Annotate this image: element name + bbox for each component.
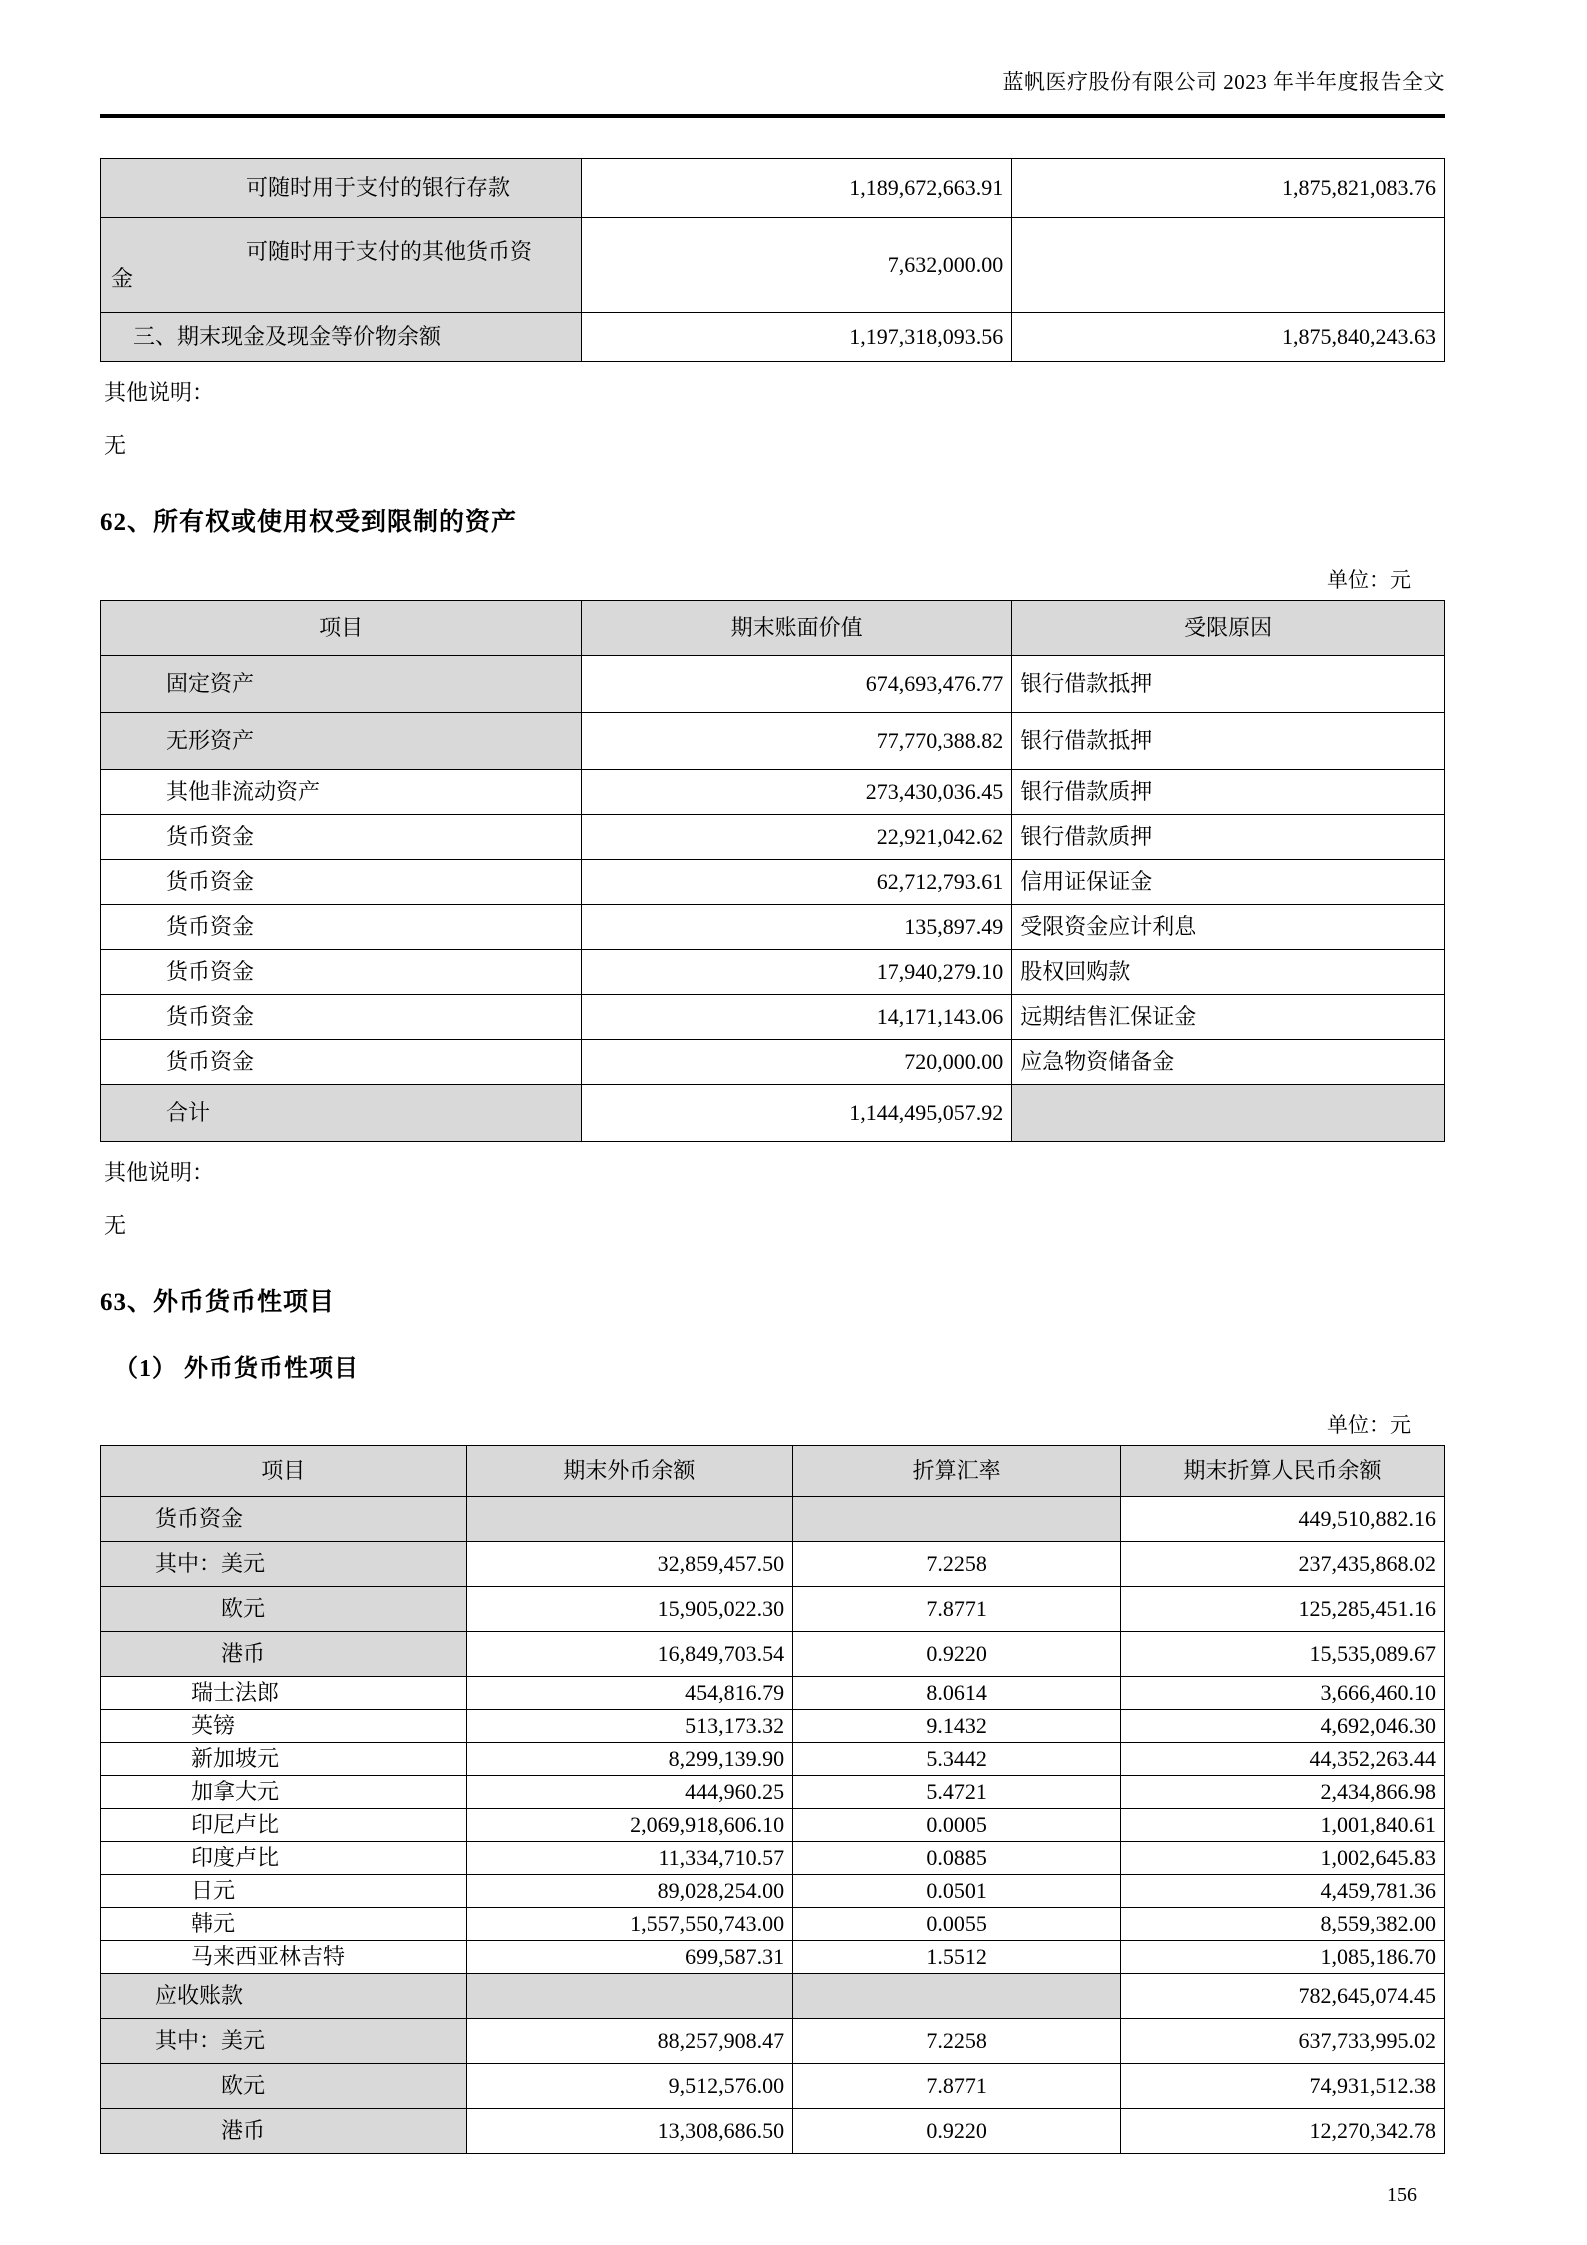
cell-rate: 0.0501 (793, 1875, 1121, 1908)
cell-item: 欧元 (101, 1587, 467, 1632)
table-row (101, 713, 1445, 770)
cell-rate (793, 1974, 1121, 2019)
cell-rate: 7.8771 (793, 1587, 1121, 1632)
table-row (101, 2019, 1445, 2064)
cell-reason: 股权回购款 (1012, 950, 1445, 995)
cell-rate: 9.1432 (793, 1710, 1121, 1743)
column-header-exchange-rate: 折算汇率 (793, 1446, 1121, 1497)
cell-fc: 8,299,139.90 (466, 1743, 793, 1776)
cell-rmb: 782,645,074.45 (1121, 1974, 1445, 2019)
cell-value: 273,430,036.45 (582, 770, 1012, 815)
cell-item: 货币资金 (101, 860, 582, 905)
cell-rmb: 44,352,263.44 (1121, 1743, 1445, 1776)
table-row (101, 905, 1445, 950)
table-row (101, 770, 1445, 815)
cell-item: 英镑 (101, 1710, 467, 1743)
table-row (101, 1875, 1445, 1908)
cell-fc: 13,308,686.50 (466, 2109, 793, 2154)
cell-value: 77,770,388.82 (582, 713, 1012, 770)
cell-rate: 0.0005 (793, 1809, 1121, 1842)
cell-rate: 8.0614 (793, 1677, 1121, 1710)
cell-fc (466, 1497, 793, 1542)
cell-item: 货币资金 (101, 815, 582, 860)
cell-item: 三、期末现金及现金等价物余额 (101, 313, 582, 362)
section-63-subheading: （1） 外币货币性项目 (114, 1356, 359, 1382)
table-row (101, 860, 1445, 905)
cell-item: 港币 (101, 2109, 467, 2154)
table-header-row (101, 1446, 1445, 1497)
cell-rmb: 12,270,342.78 (1121, 2109, 1445, 2154)
cell-rmb: 4,692,046.30 (1121, 1710, 1445, 1743)
cell-fc: 15,905,022.30 (466, 1587, 793, 1632)
table-row (101, 1542, 1445, 1587)
cell-item: 印尼卢比 (101, 1809, 467, 1842)
table-header-row (101, 601, 1445, 656)
section-62-heading: 62、所有权或使用权受到限制的资产 (100, 509, 518, 536)
cell-item: 货币资金 (101, 905, 582, 950)
cell-item: 无形资产 (101, 713, 582, 770)
cell-reason: 应急物资储备金 (1012, 1040, 1445, 1085)
cell-reason: 银行借款抵押 (1012, 713, 1445, 770)
table-row (101, 159, 1445, 218)
cell-reason: 远期结售汇保证金 (1012, 995, 1445, 1040)
cell-item: 新加坡元 (101, 1743, 467, 1776)
table-row (101, 1776, 1445, 1809)
cell-value: 62,712,793.61 (582, 860, 1012, 905)
cash-equivalents-table (100, 158, 1445, 362)
table-row (101, 1842, 1445, 1875)
cell-reason (1012, 1085, 1445, 1142)
cell-item: 港币 (101, 1632, 467, 1677)
cell-current: 7,632,000.00 (582, 218, 1012, 313)
cell-rate: 0.9220 (793, 1632, 1121, 1677)
cell-fc: 11,334,710.57 (466, 1842, 793, 1875)
table-row (101, 950, 1445, 995)
cell-fc: 88,257,908.47 (466, 2019, 793, 2064)
cell-fc: 89,028,254.00 (466, 1875, 793, 1908)
table-row (101, 2109, 1445, 2154)
cell-item: 加拿大元 (101, 1776, 467, 1809)
column-header-book-value: 期末账面价值 (582, 601, 1012, 656)
cell-rmb: 1,085,186.70 (1121, 1941, 1445, 1974)
foreign-currency-items-table (100, 1445, 1445, 2154)
header-title: 蓝帆医疗股份有限公司 2023 年半年度报告全文 (1002, 70, 1445, 94)
cell-item: 其他非流动资产 (101, 770, 582, 815)
cell-item: 应收账款 (101, 1974, 467, 2019)
cell-value: 135,897.49 (582, 905, 1012, 950)
cell-current: 1,197,318,093.56 (582, 313, 1012, 362)
cell-item: 瑞士法郎 (101, 1677, 467, 1710)
other-notes-value: 无 (104, 433, 127, 458)
table-row (101, 1710, 1445, 1743)
cell-fc: 1,557,550,743.00 (466, 1908, 793, 1941)
cell-rate: 0.9220 (793, 2109, 1121, 2154)
cell-prior: 1,875,821,083.76 (1012, 159, 1445, 218)
page-content (100, 158, 1445, 2207)
table-row (101, 1497, 1445, 1542)
cell-item: 合计 (101, 1085, 582, 1142)
cell-rmb: 237,435,868.02 (1121, 1542, 1445, 1587)
cell-rmb: 449,510,882.16 (1121, 1497, 1445, 1542)
cell-item: 货币资金 (101, 995, 582, 1040)
cell-item: 固定资产 (101, 656, 582, 713)
cell-rmb: 637,733,995.02 (1121, 2019, 1445, 2064)
cell-reason: 受限资金应计利息 (1012, 905, 1445, 950)
table-row (101, 1743, 1445, 1776)
section-63-unit-label: 单位：元 (1327, 1413, 1411, 1437)
cell-prior: 1,875,840,243.63 (1012, 313, 1445, 362)
cell-item: 其中：美元 (101, 2019, 467, 2064)
cell-fc: 9,512,576.00 (466, 2064, 793, 2109)
table-row (101, 1974, 1445, 2019)
table-row (101, 1587, 1445, 1632)
table-row (101, 218, 1445, 313)
cell-rmb: 74,931,512.38 (1121, 2064, 1445, 2109)
page-number: 156 (1387, 2184, 1417, 2206)
cell-rmb: 4,459,781.36 (1121, 1875, 1445, 1908)
cell-fc: 16,849,703.54 (466, 1632, 793, 1677)
cell-fc: 2,069,918,606.10 (466, 1809, 793, 1842)
section-63-heading: 63、外币货币性项目 (100, 1289, 336, 1316)
cell-rate: 0.0055 (793, 1908, 1121, 1941)
cell-rmb: 8,559,382.00 (1121, 1908, 1445, 1941)
table-row (101, 2064, 1445, 2109)
cell-current: 1,189,672,663.91 (582, 159, 1012, 218)
section-62-unit-label: 单位：元 (1327, 568, 1411, 592)
cell-value: 17,940,279.10 (582, 950, 1012, 995)
cell-rmb: 125,285,451.16 (1121, 1587, 1445, 1632)
cell-rate: 7.2258 (793, 2019, 1121, 2064)
cell-item: 货币资金 (101, 950, 582, 995)
cell-rate: 1.5512 (793, 1941, 1121, 1974)
table-row (101, 995, 1445, 1040)
table-row (101, 1040, 1445, 1085)
cell-fc: 513,173.32 (466, 1710, 793, 1743)
cell-fc: 444,960.25 (466, 1776, 793, 1809)
table-row (101, 1908, 1445, 1941)
restricted-assets-table (100, 600, 1445, 1142)
column-header-item: 项目 (101, 601, 582, 656)
cell-fc: 454,816.79 (466, 1677, 793, 1710)
other-notes-label: 其他说明： (104, 380, 215, 405)
cell-value: 22,921,042.62 (582, 815, 1012, 860)
other-notes-value: 无 (104, 1213, 127, 1238)
cell-item: 其中：美元 (101, 1542, 467, 1587)
table-row (101, 656, 1445, 713)
cell-rate (793, 1497, 1121, 1542)
cell-reason: 银行借款质押 (1012, 770, 1445, 815)
cell-rate: 7.2258 (793, 1542, 1121, 1587)
cell-rmb: 1,001,840.61 (1121, 1809, 1445, 1842)
column-header-fc-balance: 期末外币余额 (466, 1446, 793, 1497)
cell-item: 马来西亚林吉特 (101, 1941, 467, 1974)
cell-fc: 32,859,457.50 (466, 1542, 793, 1587)
column-header-restriction-reason: 受限原因 (1012, 601, 1445, 656)
cell-value: 720,000.00 (582, 1040, 1012, 1085)
cell-rate: 5.4721 (793, 1776, 1121, 1809)
cell-fc (466, 1974, 793, 2019)
table-row (101, 313, 1445, 362)
cell-item: 欧元 (101, 2064, 467, 2109)
cell-rmb: 2,434,866.98 (1121, 1776, 1445, 1809)
cell-fc: 699,587.31 (466, 1941, 793, 1974)
page-header (100, 0, 1445, 118)
cell-reason: 信用证保证金 (1012, 860, 1445, 905)
cell-reason: 银行借款抵押 (1012, 656, 1445, 713)
cell-rate: 5.3442 (793, 1743, 1121, 1776)
cell-item: 可随时用于支付的银行存款 (101, 159, 582, 218)
table-row (101, 1085, 1445, 1142)
cell-rate: 0.0885 (793, 1842, 1121, 1875)
cell-rmb: 3,666,460.10 (1121, 1677, 1445, 1710)
table-row (101, 815, 1445, 860)
cell-item: 印度卢比 (101, 1842, 467, 1875)
other-notes-label: 其他说明： (104, 1160, 215, 1185)
table-row (101, 1809, 1445, 1842)
cell-item: 韩元 (101, 1908, 467, 1941)
cell-value: 1,144,495,057.92 (582, 1085, 1012, 1142)
cell-rate: 7.8771 (793, 2064, 1121, 2109)
cell-item: 货币资金 (101, 1497, 467, 1542)
cell-item: 日元 (101, 1875, 467, 1908)
table-row (101, 1941, 1445, 1974)
cell-rmb: 1,002,645.83 (1121, 1842, 1445, 1875)
cell-item: 货币资金 (101, 1040, 582, 1085)
cell-prior (1012, 218, 1445, 313)
cell-value: 14,171,143.06 (582, 995, 1012, 1040)
table-row (101, 1632, 1445, 1677)
cell-reason: 银行借款质押 (1012, 815, 1445, 860)
column-header-rmb-balance: 期末折算人民币余额 (1121, 1446, 1445, 1497)
table-row (101, 1677, 1445, 1710)
cell-rmb: 15,535,089.67 (1121, 1632, 1445, 1677)
cell-value: 674,693,476.77 (582, 656, 1012, 713)
cell-item: 可随时用于支付的其他货币资金 (101, 218, 582, 313)
column-header-item: 项目 (101, 1446, 467, 1497)
